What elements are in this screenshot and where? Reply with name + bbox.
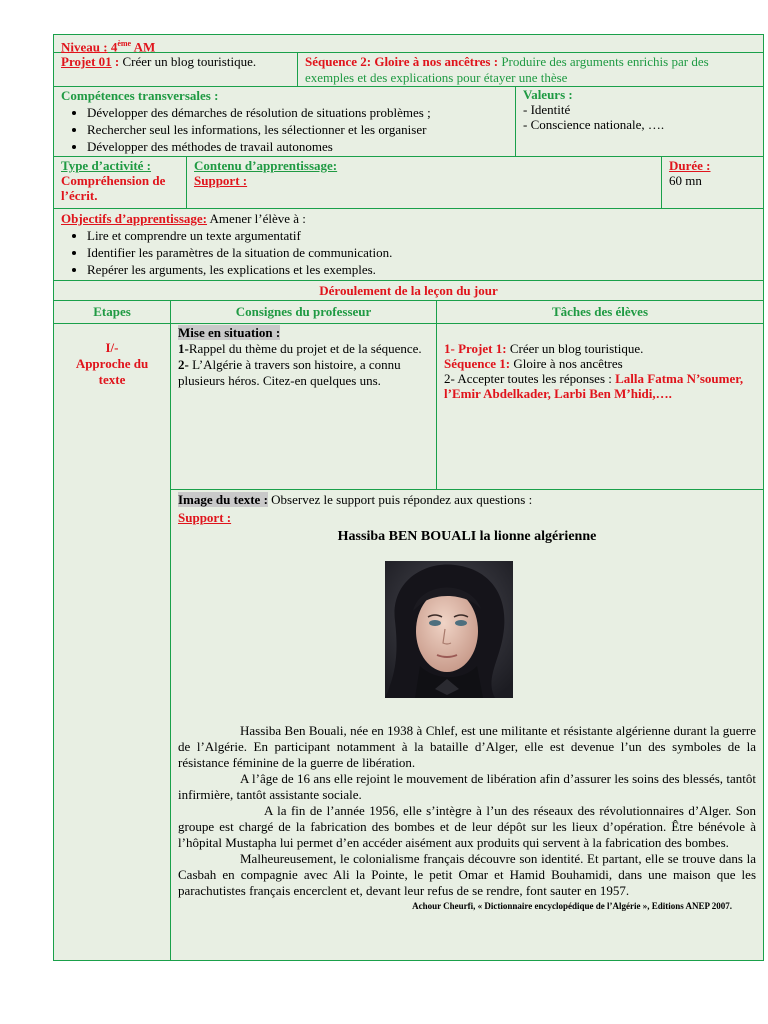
competence-item: • Développer des méthodes de travail autonomes: [87, 138, 508, 155]
objectifs-cell: [54, 209, 763, 280]
competence-item: • Développer des démarches de résolution de situations problèmes ;: [87, 104, 508, 121]
sequence-cell: [298, 53, 763, 86]
text-paragraph: Hassiba Ben Bouali, née en 1938 à Chlef, est une militante et résistante algérienne durant la guerre de l’Algérie. En participant notamment à la bataille d’Alger, elle est devenue l’un des symboles de la résistance féminine de la guerre de libération.: [178, 723, 756, 770]
objectif-item: • Lire et comprendre un texte argumentatif: [87, 227, 756, 244]
mise-title: Mise en situation :: [178, 325, 281, 340]
mise-cell: [171, 324, 437, 489]
competence-item: • Rechercher seul les informations, les sélectionner et les organiser: [87, 121, 508, 138]
objectifs-intro: Amener l’élève à :: [207, 211, 306, 226]
support-text: [178, 723, 756, 899]
portrait-photo: [385, 561, 513, 698]
projet-row: [54, 53, 763, 87]
objectifs-label: Objectifs d’apprentissage:: [61, 211, 208, 226]
projet-label: Projet 01: [61, 54, 112, 69]
header-taches: Tâches des élèves: [551, 304, 649, 319]
activite-type-label: Type d’activité :: [61, 158, 152, 173]
duree-cell: [662, 157, 763, 208]
activite-type-value: Compréhension de l’écrit.: [61, 173, 166, 203]
table-header-row: [54, 301, 763, 324]
image-support-label: Support :: [178, 510, 232, 525]
support-label: Support :: [194, 173, 248, 188]
niveau-label: Niveau :: [61, 39, 108, 55]
deroulement-row: [54, 281, 763, 301]
duree-label: Durée :: [669, 158, 711, 173]
niveau-row: [54, 35, 763, 53]
activite-row: [54, 157, 763, 209]
projet-colon: :: [111, 54, 120, 69]
etape-title: Approche du texte: [75, 356, 149, 387]
niveau-suffix: AM: [131, 39, 156, 55]
taches-a2-names: Lalla Fatma N’soumer, l’Emir Abdelkader, Larbi Ben M’hidi,….: [444, 371, 744, 401]
taches-p1-text: Créer un blog touristique.: [506, 341, 644, 356]
competences-cell: [54, 87, 516, 156]
taches-s1-text: Gloire à nos ancêtres: [510, 356, 623, 371]
taches-s1-label: Séquence 1:: [444, 356, 511, 371]
taches-cell: [437, 324, 763, 489]
activite-type-cell: [54, 157, 187, 208]
taches-p1-label: 1- Projet 1:: [444, 341, 507, 356]
objectifs-list: [61, 227, 756, 278]
image-instruction: Observez le support puis répondez aux questions :: [267, 492, 533, 507]
deroulement-title: Déroulement de la leçon du jour: [319, 283, 498, 298]
projet-text: Créer un blog touristique.: [119, 54, 257, 69]
mise-q2: L’Algérie à travers son histoire, a connu plusieurs héros. Citez-en quelques uns.: [178, 357, 401, 388]
mise-row: [171, 324, 763, 490]
header-etapes: Etapes: [54, 301, 171, 323]
sequence-label: Séquence 2: Gloire à nos ancêtres :: [305, 54, 499, 69]
valeurs-title: Valeurs :: [523, 87, 573, 102]
text-paragraph: A la fin de l’année 1956, elle s’intègre à l’un des réseaux des révolutionnaires d’Alger. Son groupe est chargé de la fabrication des bombes et de leur dépôt sur les lieux d’opération. Être bénévole à l’hôpital Mustapha lui permet d’en accéder aisément aux produits qui servent à la fabrication des bombes.: [178, 803, 756, 850]
niveau-value: 4: [110, 39, 118, 55]
text-paragraph: Malheureusement, le colonialisme français découvre son identité. Et partant, elle se trouve dans la Casbah en compagnie avec Ali la Pointe, le petit Omar et Hamid Bouhamidi, dans une maison que les parachutistes français encerclent et, devant leur refus de se rendre, font sauter en 1957.: [178, 851, 756, 898]
contenu-cell: [187, 157, 662, 208]
image-title: Hassiba BEN BOUALI la lionne algérienne: [337, 529, 597, 544]
etape-number: I/-: [105, 340, 119, 355]
valeur-item: - Conscience nationale, ….: [523, 117, 665, 132]
duree-value: 60 mn: [669, 173, 702, 188]
projet-cell: [54, 53, 298, 86]
text-paragraph: A l’âge de 16 ans elle rejoint le mouvement de libération afin d’assurer les soins des blessés, tantôt infirmière, tantôt assistante sociale.: [178, 771, 756, 802]
mise-q1-num: 1-: [178, 341, 189, 356]
competences-title: Compétences transversales :: [61, 88, 219, 103]
valeur-item: - Identité: [523, 102, 571, 117]
mise-q2-num: 2-: [178, 357, 189, 372]
valeurs-cell: [516, 87, 763, 156]
taches-a2-text: 2- Accepter toutes les réponses :: [444, 371, 616, 386]
lesson-sheet: [53, 34, 764, 961]
image-label: Image du texte :: [178, 492, 268, 507]
niveau: [54, 35, 162, 55]
sequence-text: Produire des arguments enrichis par des exemples et des explications pour étayer une thèse: [305, 54, 709, 85]
objectifs-row: [54, 209, 763, 281]
text-source: Achour Cheurfi, « Dictionnaire encyclopédique de l’Algérie », Editions ANEP 2007.: [412, 901, 732, 911]
niveau-sup: ème: [117, 39, 132, 48]
objectif-item: • Identifier les paramètres de la situation de communication.: [87, 244, 756, 261]
mise-q1: Rappel du thème du projet et de la séquence.: [188, 341, 422, 356]
competences-list: [61, 104, 508, 155]
objectif-item: • Repérer les arguments, les explications et les exemples.: [87, 261, 756, 278]
competences-row: [54, 87, 763, 157]
contenu-label: Contenu d’apprentissage:: [194, 158, 338, 173]
header-consignes: Consignes du professeur: [171, 301, 437, 323]
etape-cell: [54, 324, 171, 960]
